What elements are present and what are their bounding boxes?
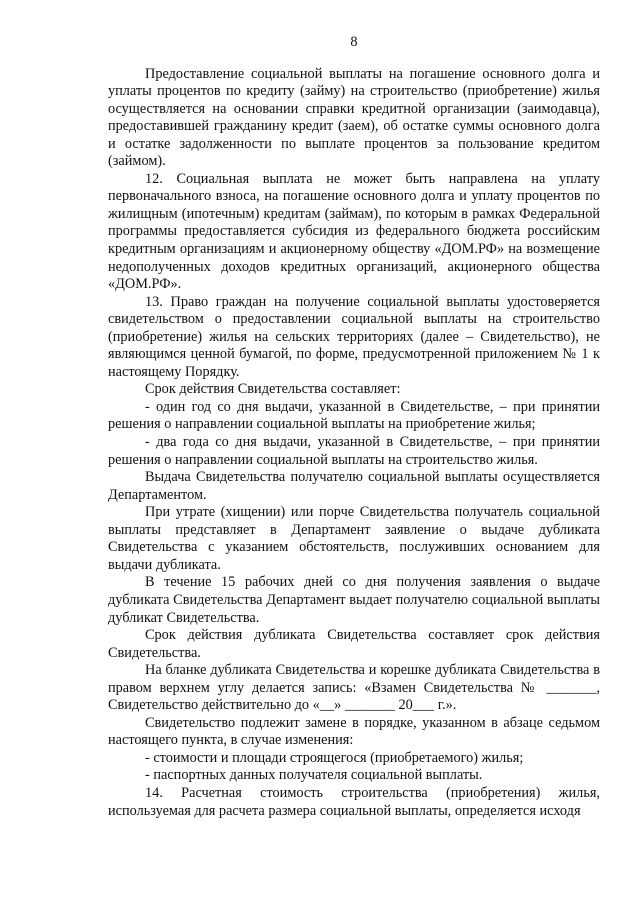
paragraph-validity-two-years: - два года со дня выдачи, указанной в Свидетельстве, – при принятии решения о направлении социальной выплаты на строительство жилья. (108, 434, 600, 468)
paragraph-replacement-cost: - стоимости и площади строящегося (приобретаемого) жилья; (145, 749, 524, 766)
page-number: 8 (350, 34, 358, 50)
paragraph-issuance: Выдача Свидетельства получателю социальной выплаты осуществляется Департаментом. (108, 469, 600, 503)
paragraph-loss-or-damage: При утрате (хищении) или порче Свидетельства получатель социальной выплаты представляет в Департамент заявление о выдаче дубликата Свидетельства с указанием обстоятельств, послуживших основанием для выдачи дубликата. (108, 504, 600, 573)
paragraph-duplicate-term: В течение 15 рабочих дней со дня получения заявления о выдаче дубликата Свидетельства Департамент выдает получателю социальной выплаты дубликат Свидетельства. (108, 574, 600, 626)
paragraph-item-12: 12. Социальная выплата не может быть направлена на уплату первоначального взноса, на погашение основного долга и уплату процентов по жилищным (ипотечным) кредитам (займам), по которым в рамках Федеральной программы предоставляется субсидия из федерального бюджета российским кредитным организациям и акционерному обществу «ДОМ.РФ» на возмещение недополученных доходов кредитных организаций, акционерного общества «ДОМ.РФ». (108, 170, 600, 293)
paragraph-replacement: Свидетельство подлежит замене в порядке, указанном в абзаце седьмом настоящего пункта, в случае изменения: (108, 714, 600, 749)
paragraph-validity-intro: Срок действия Свидетельства составляет: (145, 381, 401, 398)
paragraph-item-13: 13. Право граждан на получение социальной выплаты удостоверяется свидетельством о предоставлении социальной выплаты на строительство (приобретение) жилья на сельских территориях (далее – Свидетельство), не являющимся ценной бумагой, по форме, предусмотренной приложением № 1 к настоящему Порядку. (108, 293, 600, 380)
paragraph-replacement-passport: - паспортных данных получателя социальной выплаты. (145, 767, 483, 784)
paragraph-item-14: 14. Расчетная стоимость строительства (приобретения) жилья, используемая для расчета размера социальной выплаты, определяется исходя (108, 784, 600, 819)
paragraph-duplicate-validity: Срок действия дубликата Свидетельства составляет срок действия Свидетельства. (108, 627, 600, 661)
paragraph-duplicate-inscription: На бланке дубликата Свидетельства и корешке дубликата Свидетельства в правом верхнем углу делается запись: «Взамен Свидетельства № _______, Свидетельство действительно до «__» _______ 20___ г.». (108, 662, 600, 714)
paragraph-validity-one-year: - один год со дня выдачи, указанной в Свидетельстве, – при принятии решения о направлении социальной выплаты на приобретение жилья; (108, 398, 600, 433)
paragraph-payment-basis: Предоставление социальной выплаты на погашение основного долга и уплаты процентов по кредиту (займу) на строительство (приобретение) жилья осуществляется на основании справки кредитной организации (заимодавца), предоставившей гражданину кредит (заем), об остатке суммы основного долга и остатке задолженности по выплате процентов за пользование кредитом (займом). (108, 65, 600, 170)
